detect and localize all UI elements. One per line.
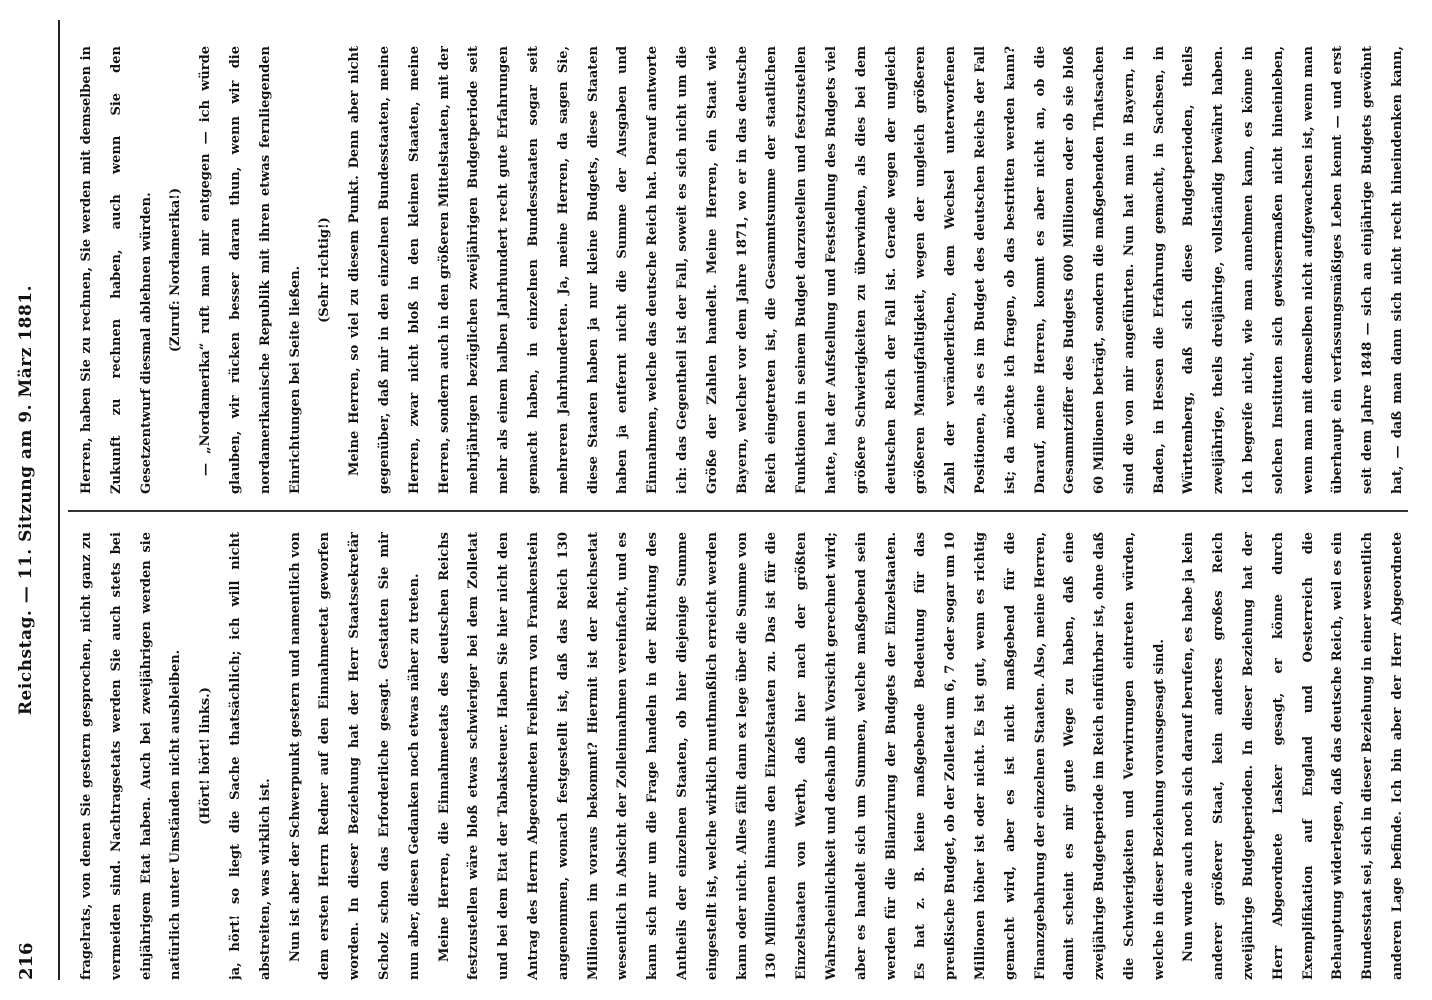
- page-number: 216: [16, 942, 37, 980]
- paragraph: Meine Herren, so viel zu diesem Punkt. Denn aber nicht gegenüber, daß mir in den einzelnen Bundesstaaten, meine Herren, zwar nicht bloß in den kleinen Staaten, meine Herren, sondern auch in den größeren Mittelstaaten, mit der mehrjährigen bezüglichen zweijährigen Budgetperiode seit mehr als einem halben Jahrhundert recht gute Erfahrungen gemacht haben, in einzelnen Bundesstaaten sogar seit mehreren Jahrhunderten. Ja, meine Herren, da sagen Sie, diese Staaten haben ja nur kleine Budgets, diese Staaten haben ja entfernt nicht die Summe der Ausgaben und Einnahmen, welche das deutsche Reich hat. Darauf antworte ich: das Gegentheil ist der Fall, soweit es sich nicht um die Größe der Zahlen handelt. Meine Herren, ein Staat wie Bayern, welcher vor dem Jahre 1871, wo er in das deutsche Reich eingetreten ist, die Gesammtsumme der staatlichen Funktionen in seinem Budget darzustellen und festzustellen hatte, hat der Aufstellung und Feststellung des Budgets viel größere Schwierigkeiten zu überwinden, als dies bei dem deutschen Reich der Fall ist. Gerade wegen der ungleich größeren Mannigfaltigkeit, wegen der ungleich größeren Zahl der veränderlichen, dem Wechsel unterworfenen Positionen, als es im Budget des deutschen Reichs der Fall ist; da möchte ich fragen, ob das bestritten werden kann? Darauf, meine Herren, kommt es aber nicht an, ob die Gesammtziffer des Budgets 600 Millionen oder ob sie bloß 60 Millionen beträgt, sondern die maßgebenden Thatsachen sind die von mir angeführten. Nun hat man in Bayern, in Baden, in Hessen die Erfahrung gemacht, in Sachsen, in Württemberg, daß sich diese Budgetperioden, theils zweijährige, theils dreijährige, vollständig bewährt haben. Ich begreife nicht, wie man annehmen kann, es könne in solchen Instituten sich gewissermaßen nicht hineinleben, wenn man mit demselben nicht aufgewachsen ist, wenn man überhaupt ein verfassungsmäßiges Leben kennt — und erst seit dem Jahre 1848 — sich an einjährige Budgets gewöhnt hat, — daß man dann sich nicht recht hineindenken kann,: [347, 46, 1406, 494]
- header-rule: [58, 20, 60, 980]
- digitization-note: [1418, 30, 1432, 990]
- paragraph: Herren, haben Sie zu rechnen, Sie werden mit demselben in Zukunft zu rechnen haben, auch wenn Sie den Gesetzentwurf diesmal ablehnen würden.: [79, 46, 154, 494]
- interjection: (Zuruf: Nordamerika!): [168, 187, 184, 353]
- column-divider: [68, 510, 1408, 512]
- page-title: Reichstag. — 11. Sitzung am 9. März 1881.: [16, 284, 36, 716]
- paragraph: Meine Herren, die Einnahmeetats des deutschen Reichs festzustellen wäre bloß etwas schwieriger bei dem Zolletat und bei dem Etat der Tabaksteuer. Haben Sie hier nicht den Antrag des Herrn Abgeordneten Freiherrn von Frankenstein angenommen, wonach festgestellt ist, daß das Reich 130 Millionen im voraus bekommt? Hiermit ist der Reichsetat wesentlich in Absicht der Zolleinnahmen vereinfacht, und es kann sich nur um die Frage handeln in der Richtung des Antheils der einzelnen Staaten, ob hier diejenige Summe eingestellt ist, welche wirklich muthmaßlich erreicht werden kann oder nicht. Alles fällt dann ex lege über die Summe von 130 Millionen hinaus den Einzelstaaten zu. Das ist für die Einzelstaaten von Werth, daß hier nach der größten Wahrscheinlichkeit und deshalb mit Vorsicht gerechnet wird; aber es handelt sich um Summen, welche maßgebend sein werden für die Bilanzirung der Budgets der Einzelstaaten. Es hat z. B. keine maßgebende Bedeutung für das preußische Budget, ob der Zolletat um 6, 7 oder sogar um 10 Millionen höher ist oder nicht. Es ist gut, wenn es richtig gemacht wird, aber es ist nicht maßgebend für die Finanzgebahrung der einzelnen Staaten. Also, meine Herren, damit scheint es mir gute Wege zu haben, daß eine zweijährige Budgetperiode im Reich einführbar ist, ohne daß die Schwierigkeiten und Verwirrungen eintreten würden, welche in dieser Beziehung vorausgesagt sind.: [436, 532, 1167, 980]
- paragraph: — „Nordamerika“ ruft man mir entgegen — ich würde glauben, wir rücken besser daran thun, wenn wir die nordamerikanische Republik mit ihren etwas fernliegenden Einrichtungen bei Seite ließen.: [198, 46, 303, 494]
- paragraph: ja, hört! so liegt die Sache thatsächlich; ich will nicht abstreiten, was wirklich ist.: [227, 532, 273, 980]
- left-column: [72, 532, 1412, 980]
- page-header: [16, 20, 72, 980]
- paragraph: Nun ist aber der Schwerpunkt gestern und namentlich von dem ersten Herrn Redner auf den Einnahmeetat geworfen worden. In dieser Beziehung hat der Herr Staatssekretär Scholz schon das Erforderliche gesagt. Gestatten Sie mir nun aber, diesen Gedanken noch etwas näher zu treten.: [287, 532, 422, 980]
- paragraph: Nun wurde auch noch sich darauf berufen, es habe ja kein anderer größerer Staat, kein anderes großes Reich zweijährige Budgetperioden. In dieser Beziehung hat der Herr Abgeordnete Lasker gesagt, er könne durch Exemplifikation auf England und Oesterreich die Behauptung widerlegen, daß das deutsche Reich, weil es ein Bundesstaat sei, sich in dieser Beziehung in einer wesentlich anderen Lage befinde. Ich bin aber der Herr Abgeordnete: [1181, 532, 1406, 980]
- interjection: (Hört! hört! links.): [198, 687, 214, 825]
- paragraph: fragelrats, von denen Sie gestern gesprochen, nicht ganz zu vermeiden sind. Nachtragsetats werden Sie auch stets bei einjährigem Etat haben. Auch bei zweijährigen werden sie natürlich unter Umständen nicht ausbleiben.: [79, 532, 184, 980]
- right-column: [72, 46, 1412, 494]
- interjection: (Sehr richtig!): [317, 217, 333, 323]
- rotated-page: [16, 20, 1416, 980]
